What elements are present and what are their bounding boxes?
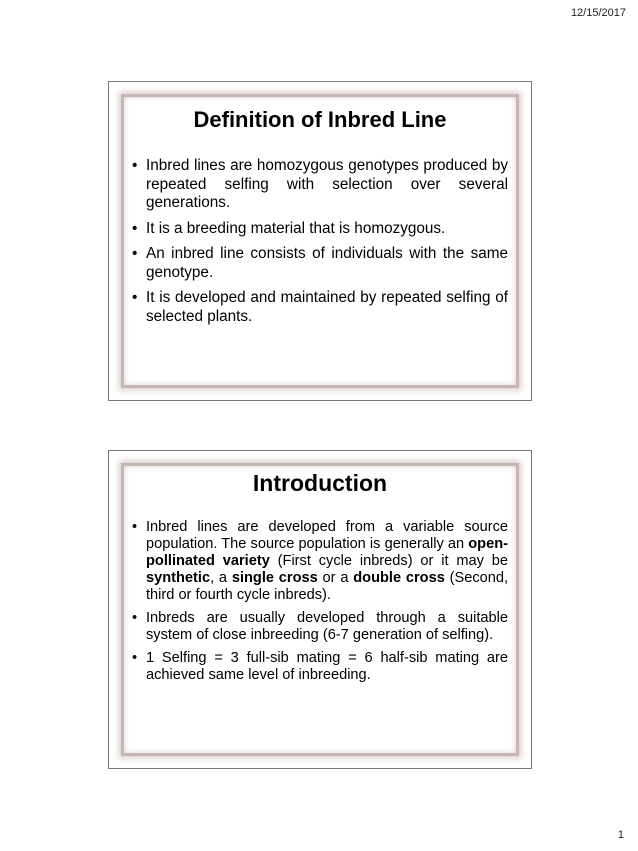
- slide-frame: [121, 94, 519, 388]
- bullet-item: • 1 Selfing = 3 full-sib mating = 6 half-sib mating are achieved same level of inbreeding.: [130, 650, 508, 684]
- slide-title: Definition of Inbred Line: [193, 107, 447, 132]
- bullet-item: • Inbreds are usually developed through a suitable system of close inbreeding (6-7 generation of selfing).: [130, 610, 508, 644]
- bullet-item: • An inbred line consists of individuals with the same genotype.: [130, 245, 508, 282]
- slide-introduction: [108, 450, 532, 769]
- bullet-text: (Second, third or fourth cycle inbreds).: [146, 570, 509, 603]
- bold-term: single cross: [231, 570, 318, 586]
- bullet-item: • It is developed and maintained by repeated selfing of selected plants.: [130, 289, 508, 326]
- bullet-text: Inbred lines are developed from a variable source population. The source population is generally an: [146, 519, 508, 552]
- slide-frame: [121, 463, 519, 756]
- slide-title: Introduction: [252, 470, 388, 496]
- page-number: 1: [617, 829, 624, 841]
- bold-term: double cross: [353, 570, 445, 586]
- bullet-item: [130, 519, 508, 604]
- bold-term: open-pollinated variety: [146, 536, 508, 569]
- date-stamp: 12/15/2017: [570, 7, 626, 19]
- bullet-item: • Inbred lines are homozygous genotypes produced by repeated selfing with selection over several generations.: [130, 157, 508, 213]
- slide-definition: [108, 81, 532, 401]
- bullet-list: [124, 519, 516, 684]
- bold-term: synthetic: [146, 570, 211, 586]
- bullet-text: (First cycle inbreds) or it may be: [269, 553, 508, 569]
- bullet-text: or a: [317, 570, 354, 586]
- bullet-list: [124, 157, 516, 326]
- bullet-text: , a: [210, 570, 232, 586]
- bullet-item: • It is a breeding material that is homozygous.: [130, 220, 508, 239]
